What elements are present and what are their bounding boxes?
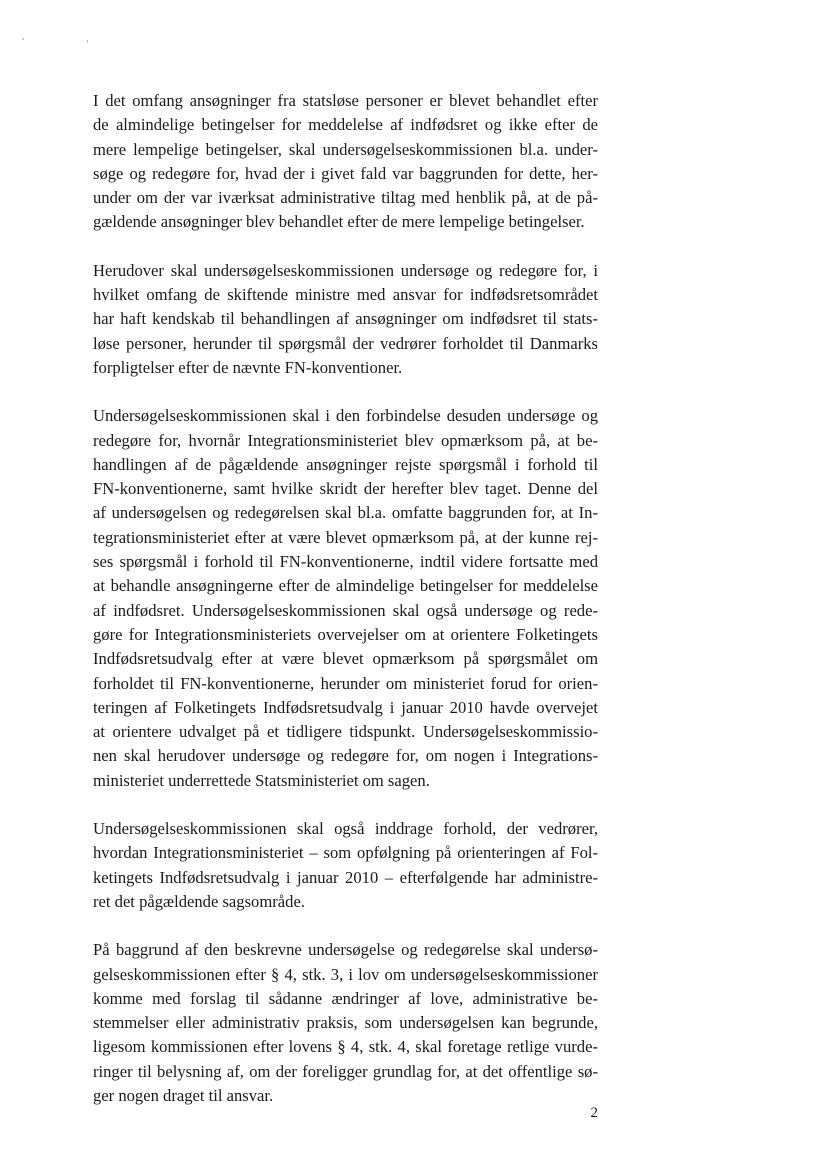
text-line: teringen af Folketingets Indfødsretsudvalg i januar 2010 havde overvejet — [93, 697, 598, 717]
text-line: nen skal herudover undersøge og redegøre for, om nogen i Integrations- — [93, 746, 598, 766]
text-line: Undersøgelseskommissionen skal også inddrage forhold, der vedrører, — [93, 819, 598, 839]
paragraph-5 — [93, 938, 598, 1108]
text-line: hvilket omfang de skiftende ministre med ansvar for indfødsretsområdet — [93, 285, 598, 305]
text-line: forholdet til FN-konventionerne, herunder om ministeriet forud for orien- — [93, 673, 598, 693]
text-line: af undersøgelsen og redegørelsen skal bl.a. omfatte baggrunden for, at In- — [93, 503, 598, 523]
text-line: tegrationsministeriet efter at være blevet opmærksom på, at der kunne rej- — [93, 527, 598, 547]
text-line: hvordan Integrationsministeriet – som opfølgning på orienteringen af Fol- — [93, 843, 598, 863]
text-line: forpligtelser efter de nævnte FN-konventioner. — [93, 357, 403, 377]
text-line: gøre for Integrationsministeriets overvejelser om at orientere Folketingets — [93, 624, 598, 644]
text-line: FN-konventionerne, samt hvilke skridt der herefter blev taget. Denne del — [93, 479, 598, 499]
text-line: stemmelser eller administrativ praksis, som undersøgelsen kan begrunde, — [93, 1013, 598, 1033]
text-line: I det omfang ansøgninger fra statsløse personer er blevet behandlet efter — [93, 91, 598, 110]
text-line: ger nogen draget til ansvar. — [93, 1085, 274, 1105]
text-line: under om der var iværksat administrative tiltag med henblik på, at de på- — [93, 188, 598, 208]
page-number: 2 — [590, 1105, 598, 1121]
text-line: ringer til belysning af, om der foreligger grundlag for, at det offentlige sø- — [93, 1061, 598, 1081]
scan-speck — [87, 40, 88, 43]
paragraph-2 — [93, 259, 598, 380]
text-line: handlingen af de pågældende ansøgninger rejste spørgsmål i forhold til — [93, 454, 598, 474]
text-line: af indfødsret. Undersøgelseskommissionen skal også undersøge og rede- — [93, 600, 598, 620]
text-line: ret det pågældende sagsområde. — [93, 891, 305, 911]
text-line: løse personer, herunder til spørgsmål der vedrører forholdet til Danmarks — [93, 333, 598, 353]
text-line: gældende ansøgninger blev behandlet efter de mere lempelige betingelser. — [93, 212, 585, 232]
text-line: ministeriet underrettede Statsministeriet om sagen. — [93, 770, 430, 790]
paragraph-4 — [93, 817, 598, 914]
text-line: har haft kendskab til behandlingen af ansøgninger om indfødsret til stats- — [93, 309, 598, 329]
text-line: Undersøgelseskommissionen skal i den forbindelse desuden undersøge og — [93, 406, 598, 426]
text-line: søge og redegøre for, hvad der i givet fald var baggrunden for dette, her- — [93, 163, 598, 183]
body-text — [93, 89, 598, 1108]
text-line: Indfødsretsudvalg efter at være blevet opmærksom på spørgsmålet om — [93, 649, 598, 669]
text-line: de almindelige betingelser for meddelelse af indfødsret og ikke efter de — [93, 115, 598, 135]
text-line: gelseskommissionen efter § 4, stk. 3, i lov om undersøgelseskommissioner — [93, 964, 598, 984]
text-line: komme med forslag til sådanne ændringer af love, administrative be- — [93, 988, 598, 1008]
paragraph-3 — [93, 404, 598, 793]
text-line: ligesom kommissionen efter lovens § 4, stk. 4, skal foretage retlige vurde- — [93, 1037, 598, 1057]
text-line: Herudover skal undersøgelseskommissionen undersøge og redegøre for, i — [93, 260, 598, 280]
scan-speck — [22, 38, 24, 40]
text-line: På baggrund af den beskrevne undersøgelse og redegørelse skal undersø- — [93, 940, 598, 960]
text-line: ses spørgsmål i forhold til FN-konventionerne, indtil videre fortsatte med — [93, 552, 598, 572]
text-line: mere lempelige betingelser, skal undersøgelseskommissionen bl.a. under- — [93, 139, 598, 159]
text-line: ketingets Indfødsretsudvalg i januar 2010 – efterfølgende har administre- — [93, 867, 598, 887]
text-line: at behandle ansøgningerne efter de almindelige betingelser for meddelelse — [93, 576, 598, 596]
paragraph-1 — [93, 89, 598, 235]
text-line: at orientere udvalget på et tidligere tidspunkt. Undersøgelseskommissio- — [93, 722, 598, 742]
text-line: redegøre for, hvornår Integrationsministeriet blev opmærksom på, at be- — [93, 430, 598, 450]
